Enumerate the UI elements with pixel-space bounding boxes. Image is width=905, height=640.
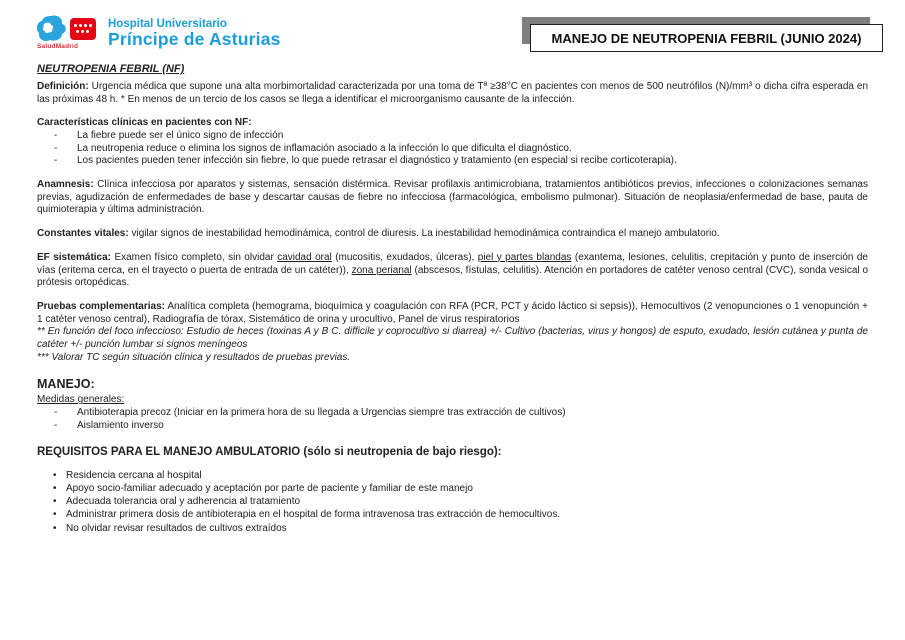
- ef-underline-perianal: zona perianal: [351, 264, 412, 276]
- ef-underline-piel: piel y partes blandas: [477, 251, 572, 263]
- ef-paragraph: EF sistemática: Examen físico completo, sin olvidar cavidad oral (mucositis, exudados, úlceras), piel y partes blandas (exantema, lesiones, celulitis, crepitación y punto de inserción de vías (eritema cerca, en el trayecto o puerta de entrada de un catéter)), zona perianal (abscesos, fístulas, celulitis). Atención en portadores de catéter venoso central (CVC), sonda vesical o prótesis ortopédicas.: [37, 251, 869, 289]
- list-item: - Antibioterapia precoz (Iniciar en la primera hora de su llegada a Urgencias siempre tras extracción de cultivos): [54, 406, 566, 418]
- definicion-paragraph: [37, 81, 868, 106]
- constantes-label: Constantes vitales:: [37, 228, 129, 240]
- bullet-marker: •: [53, 509, 57, 521]
- requisitos-list: [37, 470, 868, 535]
- hospital-name: [108, 15, 281, 50]
- pruebas-note-foco: ** En función del foco infeccioso: Estudio de heces (toxinas A y B C. difficile y coprocultivo si diarrea) +/- Cultivo (bacterias, virus y hongos) de esputo, exudado, lesión cutánea y punta de catéter +/- punción lumbar si signos meníngeos: [37, 326, 868, 350]
- dash-marker: -: [54, 419, 58, 431]
- caracteristicas-label: Características clínicas en pacientes con NF:: [37, 117, 252, 129]
- requisitos-heading: REQUISITOS PARA EL MANEJO AMBULATORIO (sólo si neutropenia de bajo riesgo):: [37, 446, 502, 459]
- list-item: - La fiebre puede ser el único signo de infección: [54, 130, 284, 142]
- hospital-name-line2: Príncipe de Asturias: [108, 29, 281, 50]
- anamnesis-label: Anamnesis:: [37, 179, 94, 191]
- list-item: • Adecuada tolerancia oral y adherencia al tratamiento: [53, 496, 301, 508]
- list-item: • Residencia cercana al hospital: [53, 469, 202, 481]
- list-item: - La neutropenia reduce o elimina los signos de inflamación asociado a la infección lo que dificulta el diagnóstico.: [54, 142, 572, 154]
- nf-heading: NEUTROPENIA FEBRIL (NF): [37, 63, 185, 75]
- medidas-label: Medidas generales:: [37, 394, 125, 406]
- ef-underline-cavidad-oral: cavidad oral: [277, 251, 332, 263]
- definicion-label: Definición:: [37, 80, 89, 92]
- list-item: • Apoyo socio-familiar adecuado y aceptación por parte de paciente y familiar de este manejo: [53, 483, 473, 495]
- pruebas-note-tc: *** Valorar TC según situación clínica y resultados de pruebas previas.: [37, 351, 351, 363]
- pruebas-label: Pruebas complementarias:: [37, 300, 165, 312]
- medidas-list: [37, 407, 868, 432]
- bullet-marker: •: [53, 483, 57, 495]
- dash-marker: -: [54, 406, 58, 418]
- bullet-marker: •: [53, 522, 57, 534]
- dash-marker: -: [54, 130, 58, 142]
- document-title-box: [522, 17, 886, 55]
- hospital-logo: [37, 15, 281, 50]
- document-body: [37, 63, 868, 536]
- bullet-marker: •: [53, 496, 57, 508]
- anamnesis-text: Clínica infecciosa por aparatos y sistemas, sensación distérmica. Revisar profilaxis antimicrobiana, tratamientos antibióticos previos, infecciones o colonizaciones semanas previas, agudización de enfermedades de base y descartar causas de fiebre no infecciosa (farmacológica, embolismo pulmonar). Situación de neoplasia/enfermedad de base, pauta de quimioterapia y última administración.: [37, 179, 868, 216]
- saludmadrid-logo: [37, 15, 101, 50]
- caracteristicas-list: [37, 130, 868, 168]
- definicion-text: Urgencia médica que supone una alta morbimortalidad caracterizada por una toma de Tª ≥38°C en pacientes con menos de 500 neutrófilos (N)/mm³ o dicha cifra esperada en las próximas 48 h. * En menos de un tercio de los casos se llega a identificar el microorganismo causante de la infección.: [37, 80, 868, 105]
- pruebas-paragraph: [37, 301, 868, 326]
- constantes-paragraph: [37, 228, 868, 241]
- list-item: - Aislamiento inverso: [54, 419, 164, 431]
- document-title: MANEJO DE NEUTROPENIA FEBRIL (JUNIO 2024): [530, 24, 883, 52]
- list-item: • Administrar primera dosis de antibioterapia en el hospital de forma intravenosa tras extracción de hemocultivos.: [53, 509, 561, 521]
- dash-marker: -: [54, 142, 58, 154]
- saludmadrid-label: SaludMadrid: [37, 43, 79, 50]
- list-item: • No olvidar revisar resultados de cultivos extraídos: [53, 522, 287, 534]
- pruebas-text: Analítica completa (hemograma, bioquímica y coagulación con RFA (PCR, PCT y ácido láctico si sepsis)), Hemocultivos (2 venopunciones o 1 venopunción + 1 catéter venoso central), Radiografía de tórax, Sistemático de orina y urocultivo, Panel de virus respiratorios: [37, 300, 869, 325]
- madrid-flag-icon: [70, 18, 96, 40]
- ef-label: EF sistemática:: [37, 251, 112, 263]
- hospital-name-line1: Hospital Universitario: [108, 18, 227, 30]
- list-item: - Los pacientes pueden tener infección sin fiebre, lo que puede retrasar el diagnóstico y tratamiento (en especial si recibe corticoterapia).: [54, 155, 677, 167]
- manejo-heading: MANEJO:: [37, 377, 95, 392]
- bullet-marker: •: [53, 469, 57, 481]
- constantes-text: vigilar signos de inestabilidad hemodinámica, control de diuresis. La inestabilidad hemodinámica contraindica el manejo ambulatorio.: [128, 228, 720, 240]
- saludmadrid-symbol-icon: [37, 15, 67, 42]
- anamnesis-paragraph: [37, 179, 868, 217]
- dash-marker: -: [54, 155, 58, 167]
